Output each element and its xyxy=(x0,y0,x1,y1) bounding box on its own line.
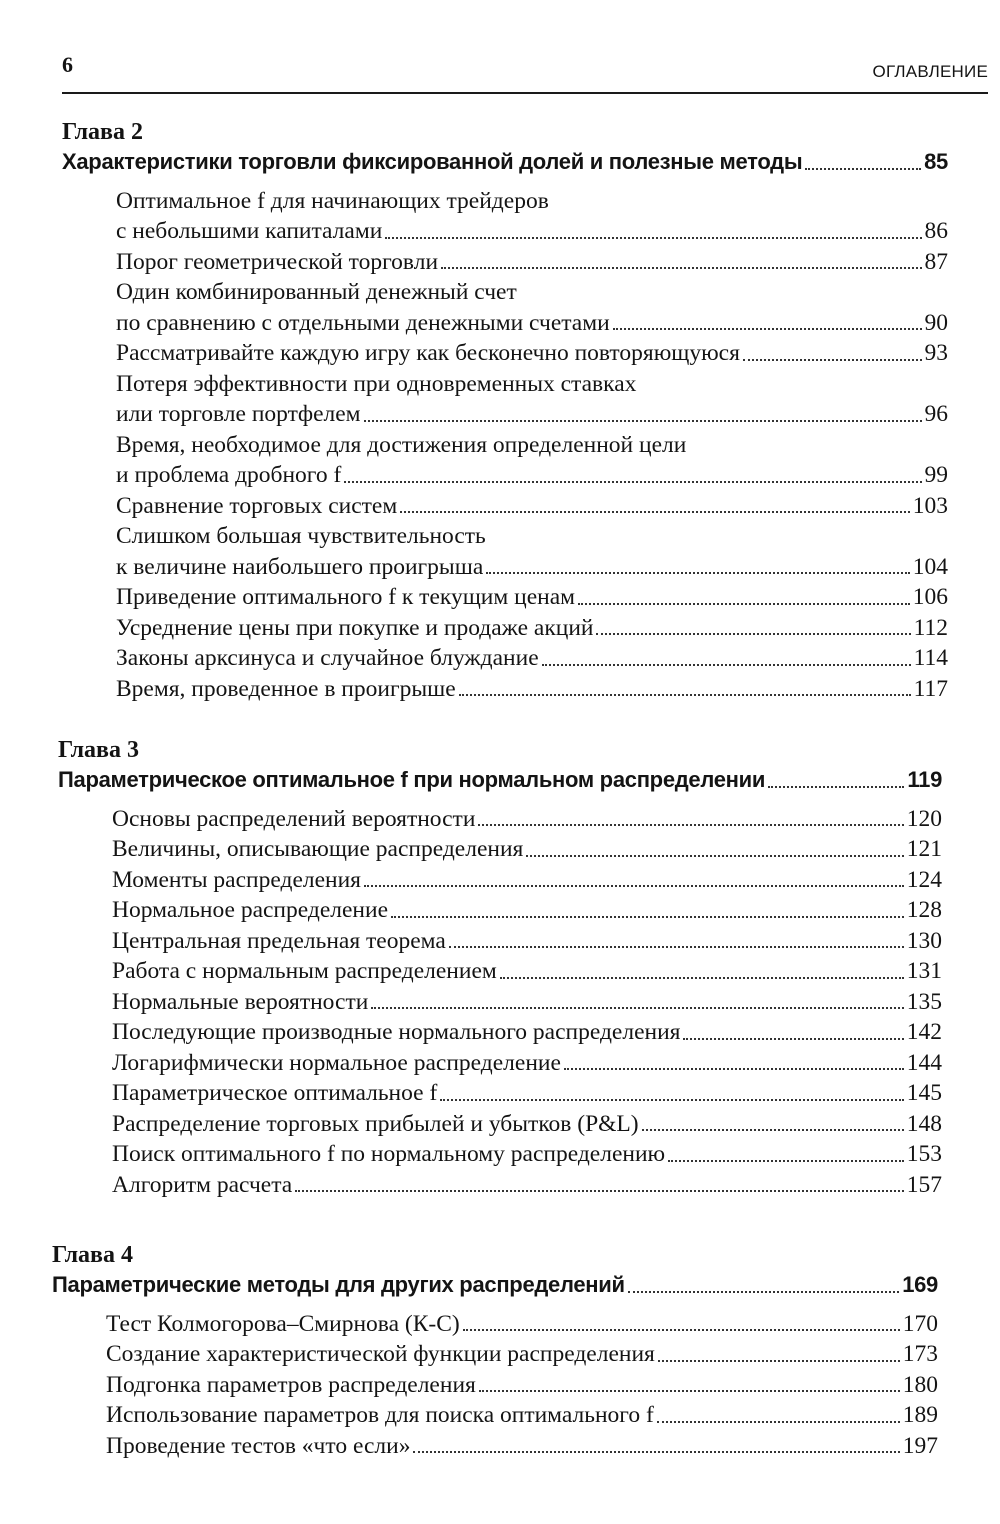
leader-dots xyxy=(743,359,922,361)
chapter-label: Глава 2 xyxy=(62,119,143,145)
leader-dots xyxy=(371,1007,903,1009)
leader-dots xyxy=(478,824,903,826)
leader-dots xyxy=(385,237,921,239)
toc-entry-page: 131 xyxy=(906,958,942,984)
toc-entry-page: 180 xyxy=(902,1371,938,1398)
chapter-title: Характеристики торговли фиксированной долей и полезные методы xyxy=(62,149,803,174)
page-number: 6 xyxy=(62,52,73,77)
chapter-title-entry[interactable] xyxy=(58,765,942,796)
toc-entry-page: 197 xyxy=(902,1432,938,1459)
toc-entry-text: Тест Колмогорова–Смирнова (К-С) xyxy=(106,1310,460,1337)
toc-entry-text: Порог геометрической торговли xyxy=(116,248,439,275)
toc-entry-line1: Время, необходимое для достижения определенной цели xyxy=(116,431,687,458)
toc-entry[interactable] xyxy=(62,308,948,339)
leader-dots xyxy=(459,694,911,696)
chapter-title-entry[interactable] xyxy=(52,1270,938,1301)
leader-dots xyxy=(657,1421,900,1423)
toc-entry-text: Последующие производные нормального распределения xyxy=(112,1019,681,1045)
toc-entry-text: Создание характеристической функции распределения xyxy=(106,1341,655,1367)
toc-entry-text: Нормальные вероятности xyxy=(112,988,369,1015)
toc-entry-text: Использование параметров для поиска оптимального f xyxy=(106,1402,654,1428)
toc-entry-line1: Потеря эффективности при одновременных ставках xyxy=(116,370,637,397)
toc-entry[interactable] xyxy=(62,582,948,613)
chapter-items xyxy=(52,1309,938,1462)
toc-entry-page: 87 xyxy=(924,248,948,275)
leader-dots xyxy=(500,977,904,979)
leader-dots xyxy=(449,946,904,948)
leader-dots xyxy=(768,786,904,788)
toc-entry-page: 135 xyxy=(906,988,942,1015)
toc-entry[interactable] xyxy=(62,674,948,705)
toc-entry-page: 104 xyxy=(912,553,948,580)
leader-dots xyxy=(658,1360,900,1362)
leader-dots xyxy=(805,168,921,170)
toc-entry[interactable] xyxy=(58,1109,942,1140)
toc-entry-line1: Один комбинированный денежный счет xyxy=(116,279,517,305)
leader-dots xyxy=(564,1068,904,1070)
chapter-label: Глава 3 xyxy=(58,737,139,763)
toc-entry-page: 144 xyxy=(906,1049,942,1076)
leader-dots xyxy=(364,885,904,887)
leader-dots xyxy=(364,420,922,422)
toc-entry-page: 117 xyxy=(913,675,948,702)
toc-entry-text: Поиск оптимального f по нормальному распределению xyxy=(112,1141,666,1167)
toc-entry-page: 124 xyxy=(906,866,942,893)
leader-dots xyxy=(344,481,921,483)
toc-entry-page: 90 xyxy=(924,309,948,336)
toc-entry[interactable] xyxy=(58,1170,942,1201)
toc-entry[interactable] xyxy=(62,399,948,430)
chapter-page: 119 xyxy=(907,767,942,792)
toc-entry-page: 106 xyxy=(912,584,948,610)
toc-entry-page: 96 xyxy=(924,401,948,427)
toc-entry-text: Нормальное распределение xyxy=(112,897,389,923)
toc-entry[interactable] xyxy=(58,1048,942,1079)
toc-entry[interactable] xyxy=(58,895,942,926)
toc-entry-page: 86 xyxy=(924,218,948,244)
chapter-items xyxy=(58,804,942,1201)
leader-dots xyxy=(479,1390,900,1392)
toc-entry[interactable] xyxy=(58,1078,942,1109)
leader-dots xyxy=(486,572,910,574)
leader-dots xyxy=(295,1190,904,1192)
leader-dots xyxy=(440,1099,903,1101)
toc-entry-text: Распределение торговых прибылей и убытков (P&L) xyxy=(112,1110,639,1137)
toc-entry-line1: Слишком большая чувствительность xyxy=(116,523,486,549)
toc-entry-text: Время, проведенное в проигрыше xyxy=(116,675,456,702)
toc-entry[interactable] xyxy=(62,247,948,278)
toc-entry[interactable] xyxy=(58,865,942,896)
chapter-page: 85 xyxy=(924,149,948,174)
toc-entry-text: Сравнение торговых систем xyxy=(116,492,398,519)
chapter-items xyxy=(62,186,948,705)
toc-entry[interactable] xyxy=(62,613,948,644)
toc-entry-page: 121 xyxy=(906,836,942,862)
toc-entry-text: по сравнению с отдельными денежными счетами xyxy=(116,309,610,336)
toc-entry-page: 120 xyxy=(906,805,942,832)
leader-dots xyxy=(683,1038,903,1040)
toc-entry[interactable] xyxy=(62,552,948,583)
leader-dots xyxy=(613,328,922,330)
toc-entry-page: 130 xyxy=(906,927,942,954)
chapter-4 xyxy=(52,1240,938,1461)
toc-entry-page: 189 xyxy=(902,1402,938,1428)
leader-dots xyxy=(526,855,903,857)
toc-entry-text: и проблема дробного f xyxy=(116,462,342,488)
toc-entry-text: Усреднение цены при покупке и продаже акций xyxy=(116,614,594,641)
leader-dots xyxy=(642,1129,904,1131)
toc-entry-text: Центральная предельная теорема xyxy=(112,927,446,954)
toc-entry-text: Приведение оптимального f к текущим ценам xyxy=(116,584,576,610)
toc-entry-text: или торговле портфелем xyxy=(116,401,361,427)
toc-entry-page: 99 xyxy=(924,462,948,488)
toc-entry[interactable] xyxy=(58,987,942,1018)
toc-entry-text: Рассматривайте каждую игру как бесконечно повторяющуюся xyxy=(116,340,740,366)
leader-dots xyxy=(463,1329,900,1331)
toc-entry-text: Алгоритм расчета xyxy=(112,1171,293,1198)
chapter-2 xyxy=(62,117,948,704)
toc-entry[interactable] xyxy=(58,956,942,987)
toc-entry-line1: Оптимальное f для начинающих трейдеров xyxy=(116,187,549,214)
running-title: ОГЛАВЛЕНИЕ xyxy=(872,62,988,81)
toc-entry-text: Основы распределений вероятности xyxy=(112,805,476,832)
toc-entry[interactable] xyxy=(52,1431,938,1462)
toc-entry[interactable] xyxy=(62,643,948,674)
toc-entry-text: Законы арксинуса и случайное блуждание xyxy=(116,645,539,671)
toc-entry[interactable] xyxy=(62,491,948,522)
toc-entry-text: Параметрическое оптимальное f xyxy=(112,1080,438,1106)
toc-entry[interactable] xyxy=(62,216,948,247)
leader-dots xyxy=(400,511,910,513)
toc-entry-page: 112 xyxy=(913,614,948,641)
toc-entry-text: Работа с нормальным распределением xyxy=(112,958,497,984)
toc-entry[interactable] xyxy=(52,1370,938,1401)
toc-entry[interactable] xyxy=(58,1017,942,1048)
toc-entry[interactable] xyxy=(52,1309,938,1340)
toc-entry-page: 145 xyxy=(906,1080,942,1106)
toc-entry-page: 103 xyxy=(912,492,948,519)
leader-dots xyxy=(668,1160,904,1162)
toc-entry-page: 128 xyxy=(906,897,942,923)
toc-entry[interactable] xyxy=(52,1339,938,1370)
toc-entry[interactable] xyxy=(52,1400,938,1431)
chapter-title: Параметрические методы для других распределений xyxy=(52,1272,625,1297)
toc-entry-text: с небольшими капиталами xyxy=(116,218,383,244)
chapter-3 xyxy=(58,735,942,1200)
chapter-title-entry[interactable] xyxy=(62,147,948,178)
toc-entry-page: 114 xyxy=(913,645,948,671)
toc-entry-page: 148 xyxy=(906,1110,942,1137)
toc-entry-text: Подгонка параметров распределения xyxy=(106,1371,476,1398)
leader-dots xyxy=(391,916,904,918)
toc-entry[interactable] xyxy=(62,460,948,491)
chapter-title: Параметрическое оптимальное f при нормальном распределении xyxy=(58,767,766,792)
toc-entry[interactable] xyxy=(58,834,942,865)
toc-entry[interactable] xyxy=(58,926,942,957)
toc-entry-page: 142 xyxy=(906,1019,942,1045)
toc-entry-text: Моменты распределения xyxy=(112,866,361,893)
toc-entry-text: Логарифмически нормальное распределение xyxy=(112,1049,561,1076)
toc-entry-text: Проведение тестов «что если» xyxy=(106,1432,411,1459)
leader-dots xyxy=(578,603,910,605)
chapter-page: 169 xyxy=(902,1272,938,1297)
leader-dots xyxy=(441,267,921,269)
chapter-label: Глава 4 xyxy=(52,1242,133,1268)
toc-entry-page: 93 xyxy=(924,340,948,366)
toc-entry-text: к величине наибольшего проигрыша xyxy=(116,553,484,580)
toc-entry-text: Величины, описывающие распределения xyxy=(112,836,524,862)
toc-entry-page: 157 xyxy=(906,1171,942,1198)
leader-dots xyxy=(628,1291,899,1293)
toc-entry-page: 173 xyxy=(902,1341,938,1367)
toc-entry[interactable] xyxy=(62,338,948,369)
leader-dots xyxy=(413,1451,899,1453)
leader-dots xyxy=(596,633,910,635)
toc-entry-page: 170 xyxy=(902,1310,938,1337)
page-header xyxy=(62,52,988,94)
leader-dots xyxy=(542,664,911,666)
toc-entry[interactable] xyxy=(58,1139,942,1170)
toc-entry[interactable] xyxy=(58,804,942,835)
toc-entry-page: 153 xyxy=(906,1141,942,1167)
